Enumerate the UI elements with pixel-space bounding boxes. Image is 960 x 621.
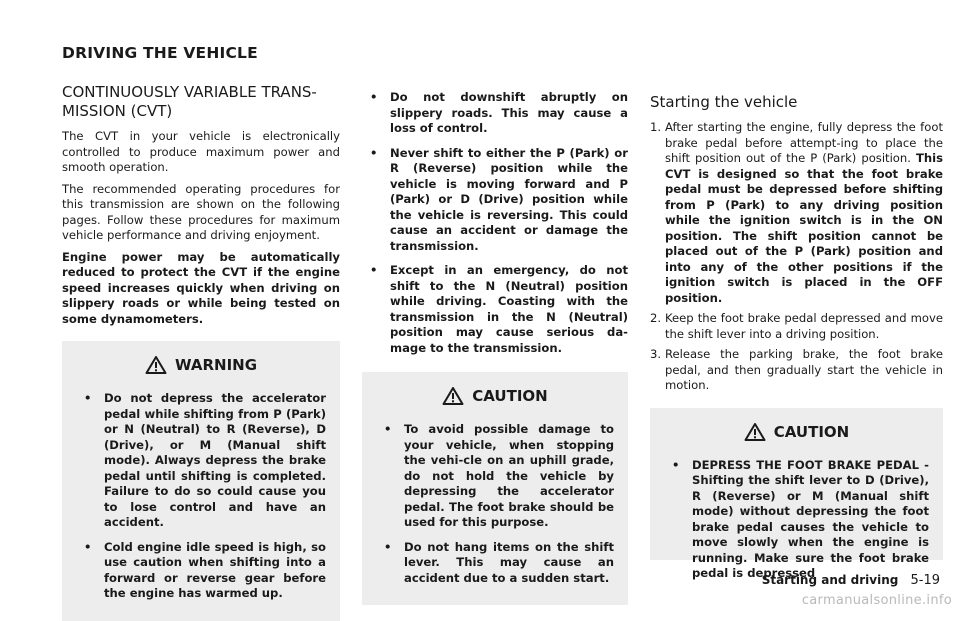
caution-item: • To avoid possible damage to your vehicle, when stopping the vehi-cle on an uphill grade, do not hold the vehicle by depressing the accelerator pedal. The foot brake should be used for this purpose. [376, 422, 614, 531]
caution-heading [376, 384, 614, 408]
warning-item: • Cold engine idle speed is high, so use caution when shifting into a forward or reverse gear before the engine has warmed up. [76, 540, 326, 602]
warning-item: • Never shift to either the P (Park) or R (Reverse) position while the vehicle is moving forward and P (Park) or D (Drive) position while the vehicle is reversing. This could cause an accident or damage the transmission. [362, 146, 628, 255]
starting-steps [650, 120, 943, 394]
warning-title: WARNING [174, 356, 258, 374]
caution-item: • Do not hang items on the shift lever. This may cause an accident due to a sudden start. [376, 540, 614, 587]
warning-triangle-icon [744, 422, 766, 442]
caution-list [376, 422, 614, 586]
caution-heading [664, 420, 929, 444]
caution-item: • DEPRESS THE FOOT BRAKE PEDAL - Shifting the shift lever to D (Drive), R (Reverse) or M (Manual shift mode) without depressing the foot brake pedal causes the vehicle to move slowly when the engine is running. Make sure the foot brake pedal is depressed [664, 458, 929, 582]
cvt-intro-paragraph: The CVT in your vehicle is electronically controlled to produce maximum power and smooth operation. [62, 129, 340, 174]
page-footer [762, 573, 940, 588]
warning-item: • Do not downshift abruptly on slippery roads. This may cause a loss of control. [362, 90, 628, 137]
warning-box [62, 341, 340, 621]
warning-list [76, 391, 326, 602]
step-number: 3. [650, 347, 662, 361]
caution-title: CAUTION [472, 387, 548, 405]
watermark: carmanualsonline.info [801, 593, 952, 608]
column-1 [62, 83, 340, 621]
step-text: Keep the foot brake pedal depressed and move the shift lever into a driving position. [665, 311, 943, 341]
step-bold-text: This CVT is designed so that the foot brake pedal must be depressed before shifting from P (Park) to any driving position while the ignition switch is in the ON position. The shift position cannot be placed out of the P (Park) position and into any of the other positions if the ignition switch is placed in the OFF position. [665, 151, 943, 305]
warning-heading [76, 353, 326, 377]
page-number: 5-19 [910, 573, 940, 588]
step-item [650, 311, 943, 342]
caution-box [362, 372, 628, 605]
starting-section-title: Starting the vehicle [650, 93, 798, 111]
step-item [650, 120, 943, 306]
cvt-section-title: CONTINUOUSLY VARIABLE TRANS- MISSION (CVT) [62, 83, 317, 120]
warning-continued-list [362, 90, 628, 356]
engine-power-note: Engine power may be automatically reduced to protect the CVT if the engine speed increases quickly when driving on slippery roads or while being tested on some dynamometers. [62, 249, 340, 326]
step-number: 1. [650, 120, 662, 134]
caution-title: CAUTION [773, 422, 850, 441]
column-2 [362, 90, 628, 605]
footer-section: Starting and driving [761, 573, 899, 587]
step-text: After starting the engine, fully depress the foot brake pedal before attempt-ing to place the shift position out of the P (Park) position. [665, 120, 943, 165]
warning-triangle-icon [442, 386, 464, 406]
step-item [650, 347, 943, 394]
warning-triangle-icon [145, 355, 167, 375]
page-header: DRIVING THE VEHICLE [62, 44, 258, 62]
warning-item: • Do not depress the accelerator pedal while shifting from P (Park) or N (Neutral) to R (Reverse), D (Drive), or M (Manual shift mode). Always depress the brake pedal until shifting is completed. Failure to do so could cause you to lose control and have an accident. [76, 391, 326, 531]
warning-item: • Except in an emergency, do not shift to the N (Neutral) position while driving. Coasting with the transmission in the N (Neutral) position may cause serious da-mage to the transmission. [362, 263, 628, 356]
step-text: Release the parking brake, the foot brake pedal, and then gradually start the vehicle in motion. [665, 347, 943, 392]
cvt-procedures-paragraph: The recommended operating procedures for this transmission are shown on the following pages. Follow these procedures for maximum vehicle performance and driving enjoyment. [62, 181, 340, 242]
caution-list [664, 458, 929, 582]
step-number: 2. [650, 311, 662, 325]
